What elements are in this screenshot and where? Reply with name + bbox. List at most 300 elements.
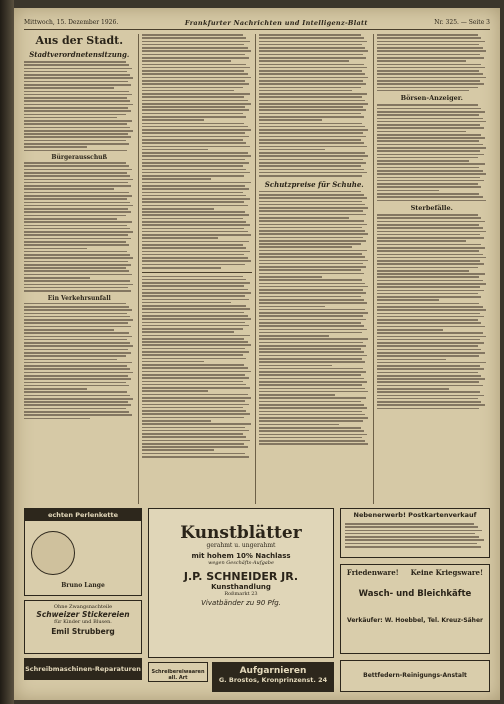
text-line xyxy=(142,155,251,157)
ad-wasch-title: Wasch- und Bleichkäfte xyxy=(358,589,472,599)
text-line xyxy=(377,237,484,239)
text-line xyxy=(142,70,245,72)
text-line xyxy=(259,109,366,111)
text-line xyxy=(377,273,485,275)
text-line xyxy=(24,87,114,89)
text-line xyxy=(142,228,245,230)
text-line xyxy=(142,64,247,66)
ad-bettfedern xyxy=(340,660,490,692)
text-line xyxy=(142,374,246,376)
ad-friedenware-header xyxy=(341,565,489,577)
text-line xyxy=(377,60,467,62)
text-line xyxy=(377,280,483,282)
text-line xyxy=(377,234,481,236)
text-line xyxy=(24,418,90,420)
text-line xyxy=(377,134,482,136)
text-line xyxy=(142,312,245,314)
text-line xyxy=(142,430,249,432)
text-line xyxy=(24,123,127,125)
text-line xyxy=(377,247,485,249)
text-line xyxy=(259,83,366,85)
ad-schreiber-title: Schreibereiwaaren all. Art xyxy=(151,669,205,681)
text-line xyxy=(142,57,249,59)
text-line xyxy=(259,172,367,174)
text-line xyxy=(142,341,248,343)
article-body xyxy=(259,34,370,177)
text-line xyxy=(142,37,247,39)
text-line xyxy=(142,188,249,190)
ad-aufgarnieren-title: Aufgarnieren xyxy=(239,666,307,676)
article-body xyxy=(24,61,135,151)
text-line xyxy=(142,93,250,95)
text-line xyxy=(142,50,251,52)
text-line xyxy=(142,149,208,151)
text-line xyxy=(259,142,364,144)
text-line xyxy=(377,313,481,315)
text-line xyxy=(259,80,363,82)
text-line xyxy=(24,287,128,289)
text-line xyxy=(259,220,364,222)
text-line xyxy=(259,162,366,164)
text-line xyxy=(24,64,129,66)
text-line xyxy=(259,407,367,409)
ad-bruno-lange: Bruno Lange xyxy=(61,582,105,589)
text-line xyxy=(142,41,250,43)
text-line xyxy=(142,292,251,294)
text-line xyxy=(377,316,484,318)
text-line xyxy=(142,328,244,330)
ad-stickerei-title: Schweizer Stickereien xyxy=(36,610,130,619)
text-line xyxy=(24,61,126,63)
text-line xyxy=(24,185,131,187)
text-line xyxy=(377,362,486,364)
article-body xyxy=(142,276,253,458)
text-line xyxy=(142,295,246,297)
text-line xyxy=(259,194,364,196)
text-line xyxy=(142,218,244,220)
text-line xyxy=(142,195,247,197)
text-line xyxy=(142,123,245,125)
text-line xyxy=(142,80,246,82)
text-line xyxy=(259,414,365,416)
text-line xyxy=(377,214,479,216)
text-line xyxy=(259,397,366,399)
text-line xyxy=(142,172,250,174)
text-line xyxy=(142,315,248,317)
text-line xyxy=(259,165,361,167)
text-line xyxy=(259,233,368,235)
text-line xyxy=(377,144,483,146)
text-line xyxy=(24,378,131,380)
text-line xyxy=(377,408,480,410)
text-line xyxy=(142,231,248,233)
text-line xyxy=(259,191,361,193)
text-line xyxy=(142,109,249,111)
text-line xyxy=(259,67,367,69)
text-line xyxy=(377,263,484,265)
text-line xyxy=(377,217,482,219)
text-line xyxy=(377,47,483,49)
text-line xyxy=(345,536,479,538)
text-line xyxy=(345,526,478,528)
text-line xyxy=(377,349,482,351)
text-line xyxy=(142,302,232,304)
text-line xyxy=(259,90,352,92)
text-line xyxy=(142,208,215,210)
text-line xyxy=(259,437,362,439)
ad-kunst-title: Kunstblätter xyxy=(180,523,302,543)
article-body xyxy=(377,34,488,91)
text-line xyxy=(142,371,251,373)
text-line xyxy=(142,159,246,161)
column-1 xyxy=(24,34,139,504)
text-line xyxy=(24,290,131,292)
text-line xyxy=(259,240,366,242)
text-line xyxy=(142,427,246,429)
text-line xyxy=(142,305,247,307)
text-line xyxy=(24,270,129,272)
text-line xyxy=(142,132,246,134)
text-columns xyxy=(24,34,490,504)
ad-schreibereiwaren xyxy=(148,662,208,682)
text-line xyxy=(259,299,364,301)
text-line xyxy=(259,417,368,419)
text-line xyxy=(377,368,484,370)
text-line xyxy=(142,60,232,62)
text-line xyxy=(377,319,479,321)
text-line xyxy=(377,154,484,156)
text-line xyxy=(24,395,130,397)
text-line xyxy=(24,195,132,197)
text-line xyxy=(377,326,485,328)
text-line xyxy=(377,345,479,347)
text-line xyxy=(24,120,132,122)
text-line xyxy=(377,147,486,149)
text-line xyxy=(377,196,483,198)
text-line xyxy=(24,228,130,230)
text-line xyxy=(24,130,133,132)
text-line xyxy=(142,221,247,223)
text-line xyxy=(259,368,363,370)
text-line xyxy=(259,175,362,177)
text-line xyxy=(142,335,250,337)
text-line xyxy=(377,401,482,403)
text-line xyxy=(259,411,362,413)
text-line xyxy=(142,285,245,287)
ad-perlen xyxy=(24,508,142,596)
text-line xyxy=(24,326,131,328)
text-line xyxy=(24,172,127,174)
text-line xyxy=(259,430,364,432)
text-line xyxy=(24,244,129,246)
text-line xyxy=(142,178,212,180)
text-line xyxy=(142,367,248,369)
text-line xyxy=(142,169,247,171)
text-line xyxy=(345,546,481,548)
text-line xyxy=(142,361,205,363)
text-line xyxy=(377,34,479,36)
ad-perlen-title: echten Perlenkette xyxy=(25,509,141,521)
text-line xyxy=(142,443,245,445)
text-line xyxy=(377,283,486,285)
text-line xyxy=(259,322,361,324)
text-line xyxy=(142,331,235,333)
text-line xyxy=(259,302,367,304)
text-line xyxy=(377,37,482,39)
text-line xyxy=(377,77,486,79)
subhead-stadtverordnete: Stadtverordnetensitzung. xyxy=(29,50,130,59)
text-line xyxy=(142,34,244,36)
ad-kunst-business: Kunsthandlung xyxy=(211,583,271,591)
text-line xyxy=(259,260,368,262)
text-line xyxy=(142,116,247,118)
text-line xyxy=(259,351,364,353)
text-line xyxy=(24,94,132,96)
text-line xyxy=(377,157,479,159)
text-line xyxy=(24,110,131,112)
text-line xyxy=(24,169,132,171)
ad-kunst-offer: mit hohem 10% Nachlass xyxy=(191,552,291,560)
text-line xyxy=(377,131,467,133)
text-line xyxy=(24,319,133,321)
text-line xyxy=(377,270,470,272)
text-line xyxy=(24,150,127,152)
text-line xyxy=(142,433,244,435)
text-line xyxy=(24,215,126,217)
text-line xyxy=(142,96,245,98)
text-line xyxy=(142,377,249,379)
text-line xyxy=(377,359,447,361)
text-line xyxy=(24,114,126,116)
text-line xyxy=(377,124,481,126)
text-line xyxy=(377,64,482,66)
text-line xyxy=(24,238,131,240)
text-line xyxy=(24,234,128,236)
text-line xyxy=(24,355,126,357)
ad-schreibmaschinen xyxy=(24,658,142,680)
text-line xyxy=(142,211,246,213)
text-line xyxy=(24,359,117,361)
text-line xyxy=(377,108,482,110)
text-line xyxy=(142,139,244,141)
ad-kunst-company: J.P. SCHNEIDER JR. xyxy=(183,570,299,583)
text-line xyxy=(24,352,131,354)
headline-stadt: Aus der Stadt. xyxy=(35,34,124,47)
text-line xyxy=(142,54,246,56)
text-line xyxy=(259,427,361,429)
text-line xyxy=(259,434,367,436)
text-line xyxy=(24,274,132,276)
ad-schreibmaschinen-title: Schreibmaschinen-Reparaturen xyxy=(25,665,141,673)
text-line xyxy=(377,296,482,298)
text-line xyxy=(142,436,247,438)
text-line xyxy=(142,247,247,249)
box-title-boerse: Börsen-Anzeiger. xyxy=(400,94,463,103)
section-heading: Bürgerausschuß xyxy=(51,154,108,162)
text-line xyxy=(142,348,246,350)
text-line xyxy=(377,385,483,387)
text-line xyxy=(377,221,485,223)
text-line xyxy=(142,449,215,451)
text-line xyxy=(24,175,130,177)
text-line xyxy=(377,276,480,278)
text-line xyxy=(377,293,479,295)
text-line xyxy=(24,165,129,167)
text-line xyxy=(24,267,126,269)
text-line xyxy=(377,299,440,301)
text-line xyxy=(259,197,367,199)
text-line xyxy=(24,329,114,331)
text-line xyxy=(24,264,131,266)
text-line xyxy=(24,316,130,318)
text-line xyxy=(259,237,363,239)
text-line xyxy=(377,73,483,75)
text-line xyxy=(259,312,368,314)
text-line xyxy=(142,67,250,69)
text-line xyxy=(259,70,362,72)
text-line xyxy=(142,351,249,353)
text-line xyxy=(377,231,486,233)
text-line xyxy=(142,407,244,409)
text-line xyxy=(142,106,246,108)
text-line xyxy=(24,345,133,347)
text-line xyxy=(377,372,479,374)
ad-nebenerwerb-title: Nebenerwerb! Postkartenverkauf xyxy=(353,511,477,519)
text-line xyxy=(377,342,484,344)
text-line xyxy=(142,44,245,46)
text-line xyxy=(259,358,362,360)
text-line xyxy=(24,372,133,374)
text-line xyxy=(142,354,244,356)
text-line xyxy=(259,329,367,331)
text-line xyxy=(24,77,133,79)
text-line xyxy=(142,90,235,92)
text-line xyxy=(142,251,250,253)
text-line xyxy=(24,133,128,135)
text-line xyxy=(377,322,482,324)
text-line xyxy=(142,214,249,216)
text-line xyxy=(377,163,485,165)
text-line xyxy=(142,185,246,187)
text-line xyxy=(142,205,248,207)
text-line xyxy=(377,267,479,269)
text-line xyxy=(142,404,249,406)
text-line xyxy=(142,103,251,105)
text-line xyxy=(259,119,322,121)
text-line xyxy=(377,244,482,246)
text-line xyxy=(259,283,365,285)
text-line xyxy=(24,218,117,220)
text-line xyxy=(377,352,485,354)
text-line xyxy=(24,71,127,73)
text-line xyxy=(259,57,366,59)
text-line xyxy=(345,533,475,535)
text-line xyxy=(142,344,251,346)
text-line xyxy=(259,227,362,229)
text-line xyxy=(377,404,485,406)
text-line xyxy=(259,210,363,212)
text-line xyxy=(24,74,130,76)
text-line xyxy=(377,140,480,142)
text-line xyxy=(142,338,245,340)
ad-nebenerwerb xyxy=(340,508,490,558)
text-line xyxy=(142,152,248,154)
text-line xyxy=(24,388,87,390)
text-line xyxy=(377,193,480,195)
text-line xyxy=(142,413,250,415)
text-line xyxy=(259,325,364,327)
ad-friedenware xyxy=(340,564,490,654)
text-line xyxy=(24,280,130,282)
ad-aufgarnieren xyxy=(212,662,334,692)
text-line xyxy=(24,251,127,253)
text-line xyxy=(259,230,365,232)
text-line xyxy=(142,384,247,386)
text-line xyxy=(24,100,130,102)
text-line xyxy=(377,306,483,308)
text-line xyxy=(377,177,481,179)
text-line xyxy=(142,264,246,266)
ad-body xyxy=(341,521,489,550)
text-line xyxy=(259,214,366,216)
text-line xyxy=(142,113,244,115)
pearl-necklace-icon xyxy=(31,531,75,575)
column-2 xyxy=(142,34,257,504)
text-line xyxy=(24,385,129,387)
text-line xyxy=(345,539,484,541)
text-line xyxy=(142,400,246,402)
text-line xyxy=(142,417,245,419)
text-line xyxy=(142,198,250,200)
text-line xyxy=(377,329,443,331)
ad-stickerei-intro: Ohne Zwangsnachteile xyxy=(53,604,113,610)
text-line xyxy=(377,286,481,288)
text-line xyxy=(24,198,127,200)
text-line xyxy=(142,325,249,327)
text-line xyxy=(259,361,365,363)
ad-kunst-offer2: wegen Geschäfts-Aufgabe xyxy=(208,560,274,566)
text-line xyxy=(377,160,470,162)
text-line xyxy=(142,299,249,301)
text-line xyxy=(259,355,367,357)
text-line xyxy=(142,308,250,310)
text-line xyxy=(259,113,361,115)
text-line xyxy=(142,423,251,425)
text-line xyxy=(142,282,250,284)
article-body xyxy=(259,191,370,445)
text-line xyxy=(259,253,362,255)
text-line xyxy=(142,126,248,128)
ad-friede2: Keine Kriegsware! xyxy=(410,568,484,577)
text-line xyxy=(24,107,128,109)
text-line xyxy=(142,289,248,291)
ad-kunst-subtitle: gerahmt u. ungerahmt xyxy=(206,542,276,549)
text-line xyxy=(259,348,361,350)
text-line xyxy=(377,250,480,252)
text-line xyxy=(142,162,249,164)
text-line xyxy=(377,167,480,169)
text-line xyxy=(24,398,133,400)
text-line xyxy=(377,118,483,120)
text-line xyxy=(24,146,87,148)
text-line xyxy=(259,279,362,281)
text-line xyxy=(259,338,368,340)
text-line xyxy=(142,254,245,256)
text-line xyxy=(142,241,249,243)
text-line xyxy=(142,83,249,85)
text-line xyxy=(259,106,363,108)
text-line xyxy=(142,244,244,246)
